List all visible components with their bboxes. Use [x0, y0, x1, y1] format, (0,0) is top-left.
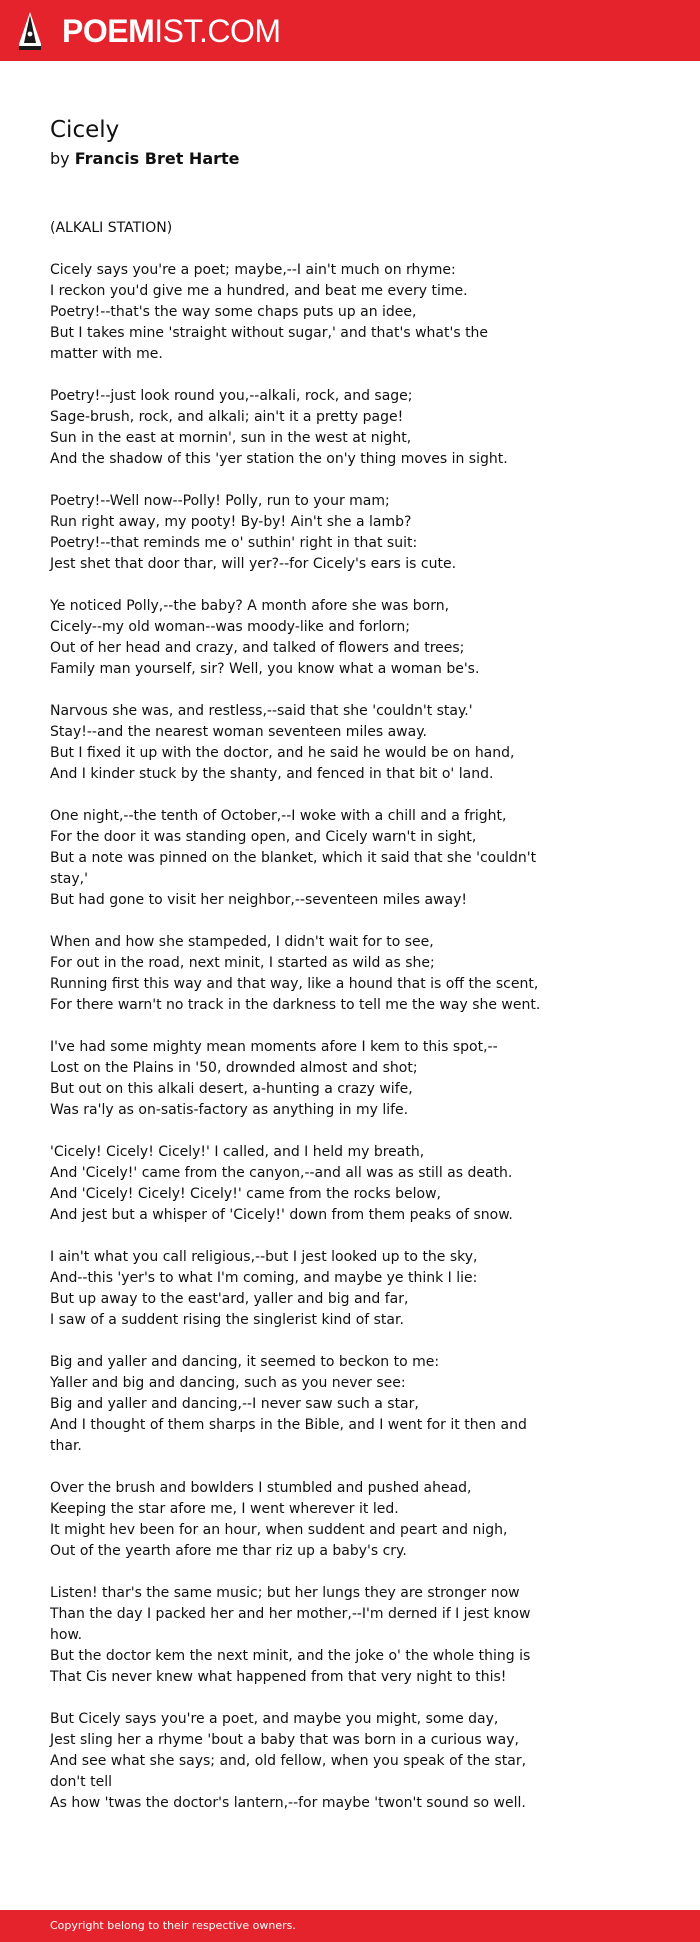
poem-line: Big and yaller and dancing,--I never saw such a star,	[50, 1396, 419, 1412]
poem-line: One night,--the tenth of October,--I woke with a chill and a fright,	[50, 808, 507, 824]
poem-stanza	[50, 1142, 540, 1226]
poem-line: Jest sling her a rhyme 'bout a baby that was born in a curious way,	[50, 1732, 519, 1748]
poem-author-link[interactable]: Francis Bret Harte	[74, 149, 240, 168]
poem-title: Cicely	[50, 117, 120, 143]
poem-line: For the door it was standing open, and Cicely warn't in sight,	[50, 829, 477, 845]
poem-line: Over the brush and bowlders I stumbled and pushed ahead,	[50, 1480, 472, 1496]
site-footer	[0, 1910, 700, 1942]
poem-line: For there warn't no track in the darkness to tell me the way she went.	[50, 997, 541, 1013]
poem-line: And 'Cicely! Cicely! Cicely!' came from the rocks below,	[50, 1186, 441, 1202]
poem-line: Poetry!--just look round you,--alkali, rock, and sage;	[50, 388, 413, 404]
poem-line: But the doctor kem the next minit, and the joke o' the whole thing is	[50, 1648, 531, 1664]
poem-stanza	[50, 701, 540, 785]
site-logo-link[interactable]	[62, 11, 281, 51]
poem-line: And 'Cicely!' came from the canyon,--and all was as still as death.	[50, 1165, 513, 1181]
poem-line: But Cicely says you're a poet, and maybe you might, some day,	[50, 1711, 499, 1727]
poem-line: I ain't what you call religious,--but I jest looked up to the sky,	[50, 1249, 478, 1265]
poem-line: Jest shet that door thar, will yer?--for Cicely's ears is cute.	[50, 556, 457, 572]
poem-line: Lost on the Plains in '50, drownded almost and shot;	[50, 1060, 418, 1076]
poem-line: When and how she stampeded, I didn't wait for to see,	[50, 934, 434, 950]
poem-line: Stay!--and the nearest woman seventeen miles away.	[50, 724, 427, 740]
poem-line: But a note was pinned on the blanket, which it said that she 'couldn't stay,'	[50, 850, 537, 887]
copyright-notice: Copyright belong to their respective owners.	[50, 1919, 296, 1932]
poem-line: Running first this way and that way, like a hound that is off the scent,	[50, 976, 539, 992]
poem-line: As how 'twas the doctor's lantern,--for maybe 'twon't sound so well.	[50, 1795, 526, 1811]
poem-line: Run right away, my pooty! By-by! Ain't she a lamb?	[50, 514, 412, 530]
poem-stanza	[50, 1709, 540, 1814]
poem-line: Sun in the east at mornin', sun in the west at night,	[50, 430, 412, 446]
pen-nib-icon[interactable]	[17, 10, 43, 52]
poem-line: Out of the yearth afore me thar riz up a baby's cry.	[50, 1543, 407, 1559]
poem-line: Sage-brush, rock, and alkali; ain't it a pretty page!	[50, 409, 404, 425]
logo-text-light: IST.COM	[154, 13, 281, 49]
poem-stanza	[50, 1478, 540, 1562]
poem-line: And--this 'yer's to what I'm coming, and maybe ye think I lie:	[50, 1270, 478, 1286]
poem-line: Than the day I packed her and her mother,--I'm derned if I jest know how.	[50, 1606, 531, 1643]
poem-stanza	[50, 1247, 540, 1331]
by-label: by	[50, 149, 70, 168]
poem-line: But I fixed it up with the doctor, and he said he would be on hand,	[50, 745, 515, 761]
poem-stanza	[50, 1583, 540, 1688]
poem-line: Keeping the star afore me, I went wherever it led.	[50, 1501, 399, 1517]
poem-line: Yaller and big and dancing, such as you never see:	[50, 1375, 406, 1391]
poem-line: And I kinder stuck by the shanty, and fenced in that bit o' land.	[50, 766, 494, 782]
poem-line: And the shadow of this 'yer station the on'y thing moves in sight.	[50, 451, 508, 467]
poem-line: Cicely says you're a poet; maybe,--I ain't much on rhyme:	[50, 262, 456, 278]
poem-byline	[50, 148, 240, 170]
poem-line: Ye noticed Polly,--the baby? A month afore she was born,	[50, 598, 450, 614]
poem-line: Was ra'ly as on-satis-factory as anything in my life.	[50, 1102, 409, 1118]
poem-line: But up away to the east'ard, yaller and big and far,	[50, 1291, 409, 1307]
poem-stanza	[50, 806, 540, 911]
poem-line: It might hev been for an hour, when suddent and peart and nigh,	[50, 1522, 508, 1538]
poem-stanza	[50, 386, 540, 470]
poem-stanza	[50, 218, 540, 239]
poem-line: And I thought of them sharps in the Bible, and I went for it then and thar.	[50, 1417, 527, 1454]
poem-line: And see what she says; and, old fellow, when you speak of the star, don't tell	[50, 1753, 527, 1790]
poem-line: Listen! thar's the same music; but her lungs they are stronger now	[50, 1585, 520, 1601]
poem-line: (ALKALI STATION)	[50, 220, 173, 236]
poem-body	[50, 218, 540, 1835]
poem-line: Narvous she was, and restless,--said that she 'couldn't stay.'	[50, 703, 473, 719]
poem-line: But out on this alkali desert, a-hunting a crazy wife,	[50, 1081, 413, 1097]
poem-line: Poetry!--that reminds me o' suthin' right in that suit:	[50, 535, 418, 551]
poem-line: 'Cicely! Cicely! Cicely!' I called, and I held my breath,	[50, 1144, 425, 1160]
poem-line: But had gone to visit her neighbor,--seventeen miles away!	[50, 892, 467, 908]
poem-stanza	[50, 260, 540, 365]
site-header	[0, 0, 700, 61]
poem-line: And jest but a whisper of 'Cicely!' down from them peaks of snow.	[50, 1207, 513, 1223]
poem-stanza	[50, 1352, 540, 1457]
poem-line: For out in the road, next minit, I started as wild as she;	[50, 955, 435, 971]
logo-text-bold: POEM	[62, 13, 155, 49]
poem-line: Poetry!--Well now--Polly! Polly, run to your mam;	[50, 493, 390, 509]
poem-stanza	[50, 491, 540, 575]
poem-line: Family man yourself, sir? Well, you know what a woman be's.	[50, 661, 480, 677]
poem-line: I've had some mighty mean moments afore I kem to this spot,--	[50, 1039, 498, 1055]
poem-stanza	[50, 1037, 540, 1121]
poem-line: I reckon you'd give me a hundred, and beat me every time.	[50, 283, 468, 299]
poem-stanza	[50, 596, 540, 680]
poem-line: I saw of a suddent rising the singlerist kind of star.	[50, 1312, 404, 1328]
poem-line: But I takes mine 'straight without sugar,' and that's what's the matter with me.	[50, 325, 489, 362]
poem-line: Out of her head and crazy, and talked of flowers and trees;	[50, 640, 465, 656]
poem-line: Cicely--my old woman--was moody-like and forlorn;	[50, 619, 410, 635]
poem-line: Poetry!--that's the way some chaps puts up an idee,	[50, 304, 417, 320]
poem-line: Big and yaller and dancing, it seemed to beckon to me:	[50, 1354, 440, 1370]
poem-line: That Cis never knew what happened from that very night to this!	[50, 1669, 507, 1685]
poem-stanza	[50, 932, 540, 1016]
